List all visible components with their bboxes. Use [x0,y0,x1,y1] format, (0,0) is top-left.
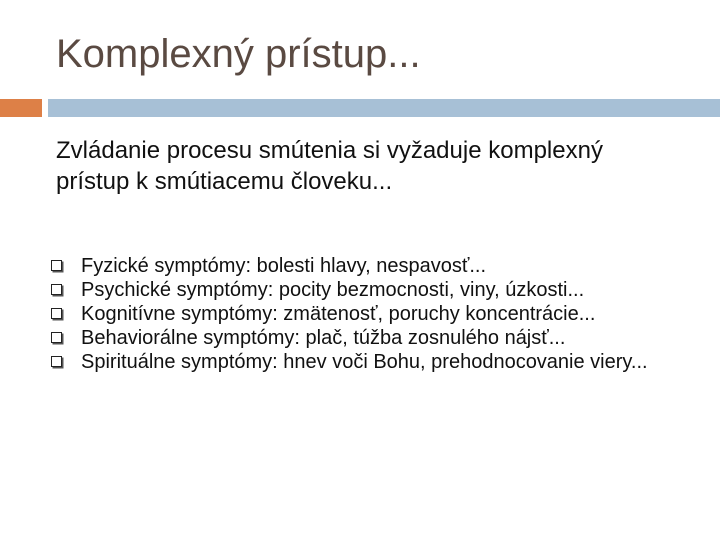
bullet-list [51,254,701,374]
bullet-item-behavioral [51,326,701,350]
bullet-square-icon [51,260,62,271]
accent-bar-blue [48,99,720,117]
bullet-text: Behaviorálne symptómy: plač, túžba zosnulého nájsť... [81,327,566,349]
bullet-text: Kognitívne symptómy: zmätenosť, poruchy koncentrácie... [81,303,596,325]
accent-bar-orange [0,99,42,117]
slide-title: Komplexný prístup... [56,32,421,76]
bullet-text: Spirituálne symptómy: hnev voči Bohu, prehodnocovanie viery... [81,351,648,373]
bullet-square-icon [51,308,62,319]
title-accent-bar [0,99,720,117]
bullet-square-icon [51,284,62,295]
bullet-text: Fyzické symptómy: bolesti hlavy, nespavosť... [81,255,487,277]
bullet-text: Psychické symptómy: pocity bezmocnosti, viny, úzkosti... [81,279,585,301]
bullet-item-spiritual [51,350,701,374]
bullet-square-icon [51,356,62,367]
intro-text: Zvládanie procesu smútenia si vyžaduje komplexný prístup k smútiacemu človeku... [56,137,603,195]
bullet-square-icon [51,332,62,343]
bullet-item-physical [51,254,701,278]
bullet-item-psychological [51,278,701,302]
bullet-item-cognitive [51,302,701,326]
